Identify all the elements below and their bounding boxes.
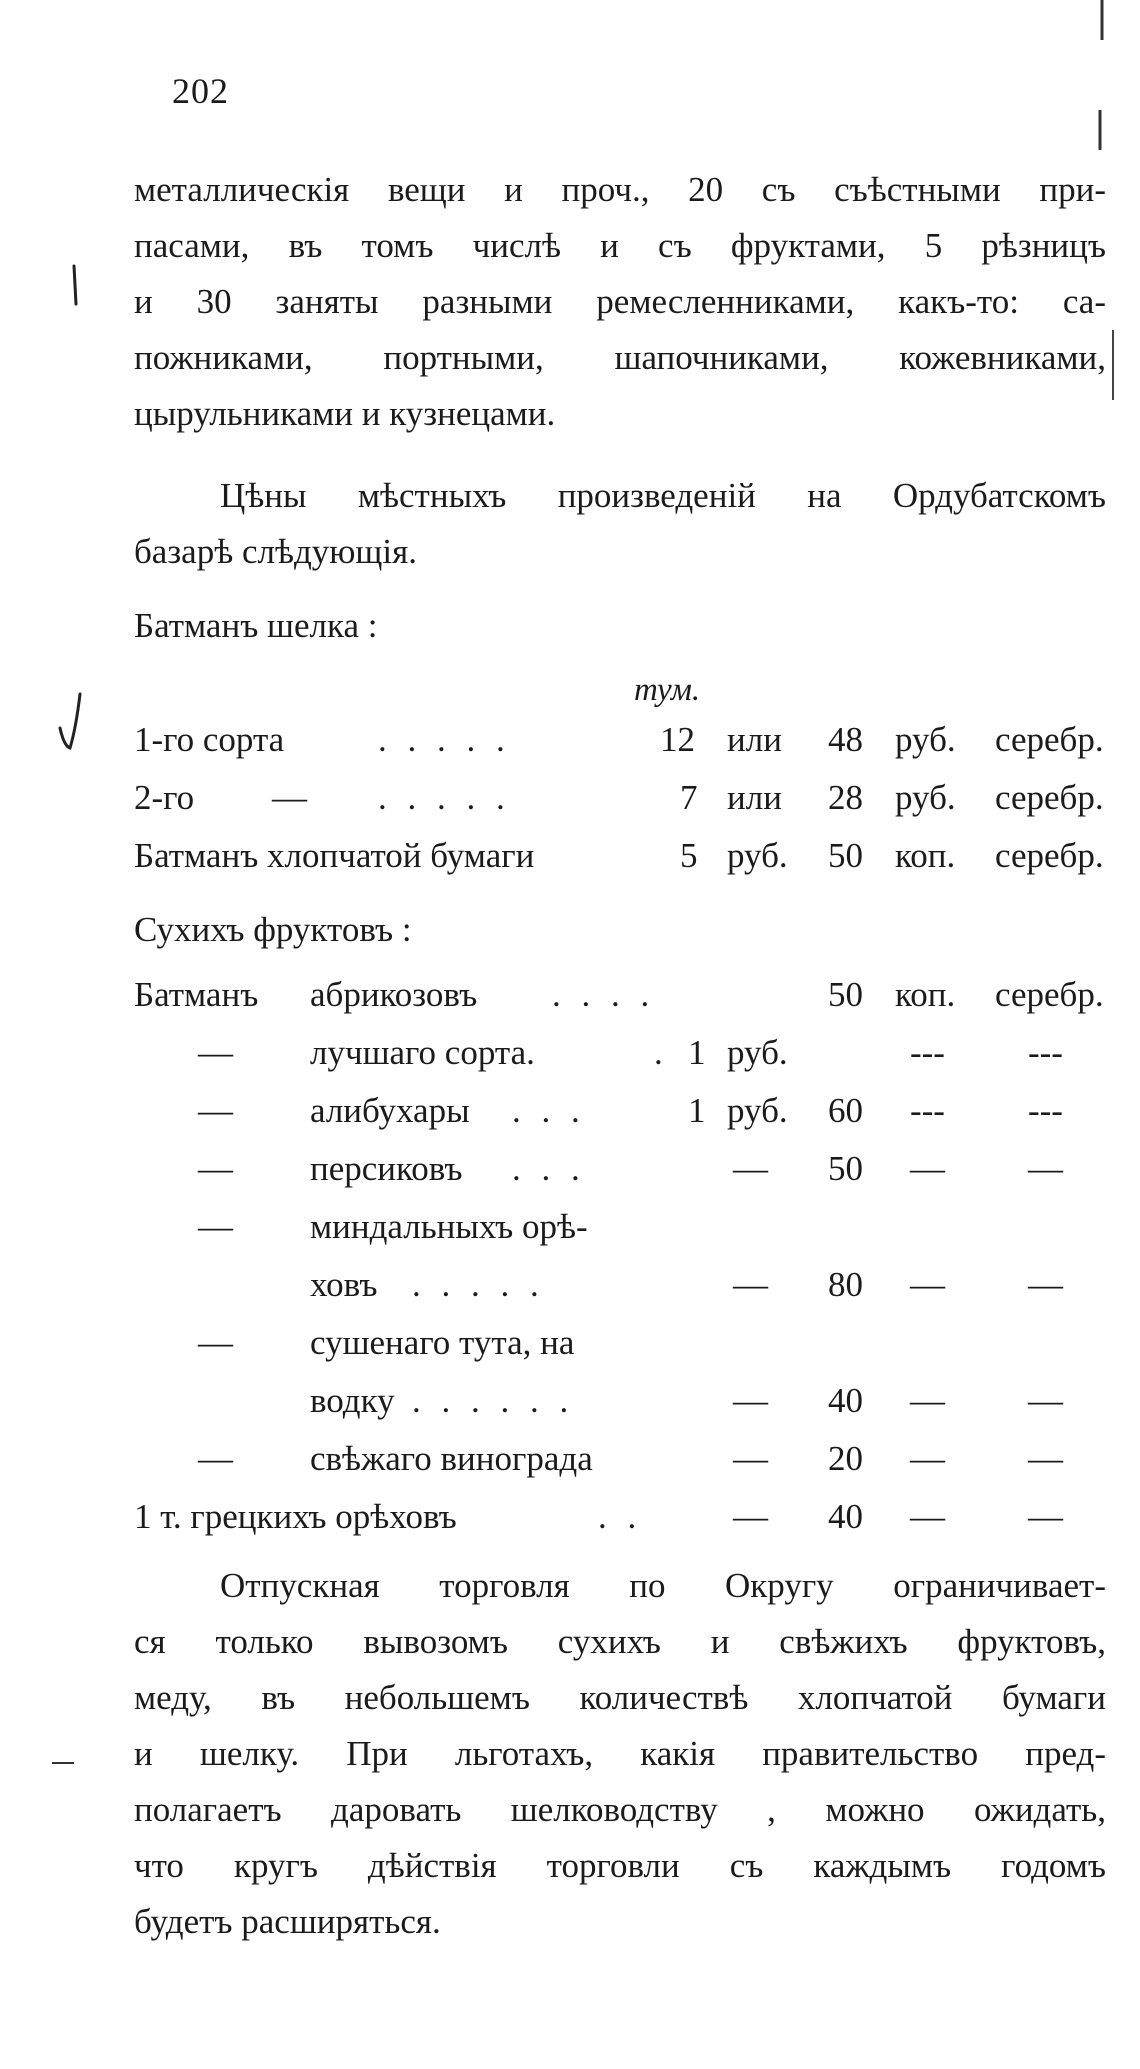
table-row — [0, 1381, 1140, 1437]
margin-check-mark — [52, 688, 92, 758]
text-line: и шелку. При льготахъ, какія правительство пред- — [134, 1734, 1106, 1773]
or-word: или — [727, 720, 782, 759]
leader-dots: . — [654, 1033, 663, 1072]
leader-dots: . . . . . . — [412, 1381, 575, 1420]
price-rubles: 1 — [688, 1033, 706, 1072]
price-kopecks: 40 — [828, 1497, 863, 1536]
ditto-dash: — — [1028, 1381, 1063, 1420]
table-row — [0, 1091, 1140, 1147]
ditto-dash: — — [910, 1497, 945, 1536]
price-rubles: 5 — [680, 836, 698, 875]
ditto-dash: — — [733, 1149, 768, 1188]
price-value: 50 — [828, 975, 863, 1014]
unit-rub: руб. — [895, 720, 956, 759]
table-row — [0, 1207, 1140, 1263]
leader-dots: . . . . — [552, 975, 656, 1014]
table-row — [0, 1033, 1140, 1089]
ditto-dash: — — [198, 1149, 233, 1188]
row-item: ховъ — [310, 1265, 378, 1304]
row-lead: Батманъ — [134, 975, 259, 1014]
text-line: Цѣны мѣстныхъ произведеній на Ордубатскомъ — [220, 476, 1106, 515]
text-line: Отпускная торговля по Округу ограничивает- — [220, 1566, 1106, 1605]
unit-rub: руб. — [727, 836, 788, 875]
row-item: миндальныхъ орѣ- — [310, 1207, 588, 1246]
unit-kop: коп. — [895, 975, 956, 1014]
price-rubles: 1 — [688, 1091, 706, 1130]
text-line: меду, въ небольшемъ количествѣ хлопчатой бумаги — [134, 1678, 1106, 1717]
price-tumans: 7 — [680, 778, 698, 817]
text-line: базарѣ слѣдующія. — [134, 532, 417, 571]
text-line: что кругъ дѣйствія торговли съ каждымъ годомъ — [134, 1846, 1106, 1885]
price-kopecks: 50 — [828, 1149, 863, 1188]
ditto-dash: — — [1028, 1265, 1063, 1304]
unit-silver: серебр. — [995, 778, 1104, 817]
table-row — [0, 1323, 1140, 1379]
price-rubles: 48 — [828, 720, 863, 759]
margin-edge-line — [1108, 330, 1118, 410]
unit-rub: руб. — [727, 1091, 788, 1130]
margin-dash-mark — [50, 1758, 80, 1768]
unit-rub: руб. — [727, 1033, 788, 1072]
unit-label: тум. — [634, 672, 701, 708]
paragraph-trades — [134, 162, 1106, 442]
leader-dots: . . . . . — [378, 778, 511, 817]
ditto-dash: — — [198, 1323, 233, 1362]
row-item: лучшаго сорта. — [310, 1033, 535, 1072]
unit-silver: серебр. — [995, 975, 1104, 1014]
ditto-dash: — — [733, 1265, 768, 1304]
ditto-mark: --- — [910, 1033, 945, 1072]
silk-heading: Батманъ шелка : — [134, 606, 378, 645]
text-line: цырульниками и кузнецами. — [134, 394, 556, 433]
ditto-dash: — — [733, 1439, 768, 1478]
text-line: пасами, въ томъ числѣ и съ фруктами, 5 рѣзницъ — [134, 226, 1106, 265]
text-line: и 30 заняты разными ремесленниками, какъ-то: са- — [134, 282, 1106, 321]
price-tumans: 12 — [660, 720, 695, 759]
ditto-dash: — — [733, 1497, 768, 1536]
leader-dots: . . . . . — [412, 1265, 545, 1304]
row-label: 2-го — [134, 778, 195, 817]
row-item: алибухары — [310, 1091, 470, 1130]
row-item: абрикозовъ — [310, 975, 478, 1014]
ditto-dash: — — [272, 778, 307, 817]
price-kopecks: 20 — [828, 1439, 863, 1478]
price-kopecks: 40 — [828, 1381, 863, 1420]
margin-edge-line — [1080, 0, 1120, 280]
ditto-dash: — — [1028, 1497, 1063, 1536]
table-row — [0, 1149, 1140, 1205]
row-item: водку — [310, 1381, 395, 1420]
table-row — [0, 720, 1140, 776]
unit-rub: руб. — [895, 778, 956, 817]
table-row — [0, 975, 1140, 1031]
row-item: персиковъ — [310, 1149, 463, 1188]
leader-dots: . . . . . — [378, 720, 511, 759]
price-kopecks: 80 — [828, 1265, 863, 1304]
fruits-heading: Сухихъ фруктовъ : — [134, 910, 412, 949]
row-item: свѣжаго винограда — [310, 1439, 593, 1478]
text-line: металлическія вещи и проч., 20 съ съѣстными при- — [134, 170, 1106, 209]
row-label: 1 т. грецкихъ орѣховъ — [134, 1497, 457, 1536]
text-line: пожниками, портными, шапочниками, кожевниками, — [134, 338, 1106, 377]
text-line: будетъ расширяться. — [134, 1902, 441, 1941]
price-kopecks: 50 — [828, 836, 863, 875]
or-word: или — [727, 778, 782, 817]
text-line: ся только вывозомъ сухихъ и свѣжихъ фруктовъ, — [134, 1622, 1106, 1661]
ditto-dash: — — [910, 1265, 945, 1304]
ditto-dash: — — [198, 1033, 233, 1072]
row-item: сушенаго тута, на — [310, 1323, 575, 1362]
leader-dots: . . . — [512, 1149, 586, 1188]
row-label: 1-го сорта — [134, 720, 285, 759]
table-row — [0, 1265, 1140, 1321]
ditto-dash: — — [910, 1381, 945, 1420]
ditto-dash: — — [1028, 1439, 1063, 1478]
table-row — [0, 1439, 1140, 1495]
leader-dots: . . . — [512, 1091, 586, 1130]
ditto-dash: — — [198, 1439, 233, 1478]
paragraph-export-trade — [134, 1558, 1106, 1950]
unit-silver: серебр. — [995, 836, 1104, 875]
ditto-dash: — — [1028, 1149, 1063, 1188]
price-rubles: 28 — [828, 778, 863, 817]
margin-tick-mark — [60, 260, 90, 320]
ditto-mark: --- — [910, 1091, 945, 1130]
ditto-mark: --- — [1028, 1091, 1063, 1130]
page-number: 202 — [172, 71, 229, 111]
ditto-mark: --- — [1028, 1033, 1063, 1072]
unit-silver: серебр. — [995, 720, 1104, 759]
paragraph-prices-intro — [134, 468, 1106, 580]
ditto-dash: — — [198, 1091, 233, 1130]
table-row-walnuts — [0, 1497, 1140, 1553]
table-row-cotton — [0, 836, 1140, 892]
ditto-dash: — — [198, 1207, 233, 1246]
ditto-dash: — — [910, 1149, 945, 1188]
table-row — [0, 778, 1140, 834]
row-label: Батманъ хлопчатой бумаги — [134, 836, 535, 875]
ditto-dash: — — [910, 1439, 945, 1478]
leader-dots: . . — [598, 1497, 643, 1536]
unit-kop: коп. — [895, 836, 956, 875]
ditto-dash: — — [733, 1381, 768, 1420]
price-kopecks: 60 — [828, 1091, 863, 1130]
text-line: полагаетъ даровать шелководству , можно ожидать, — [134, 1790, 1106, 1829]
